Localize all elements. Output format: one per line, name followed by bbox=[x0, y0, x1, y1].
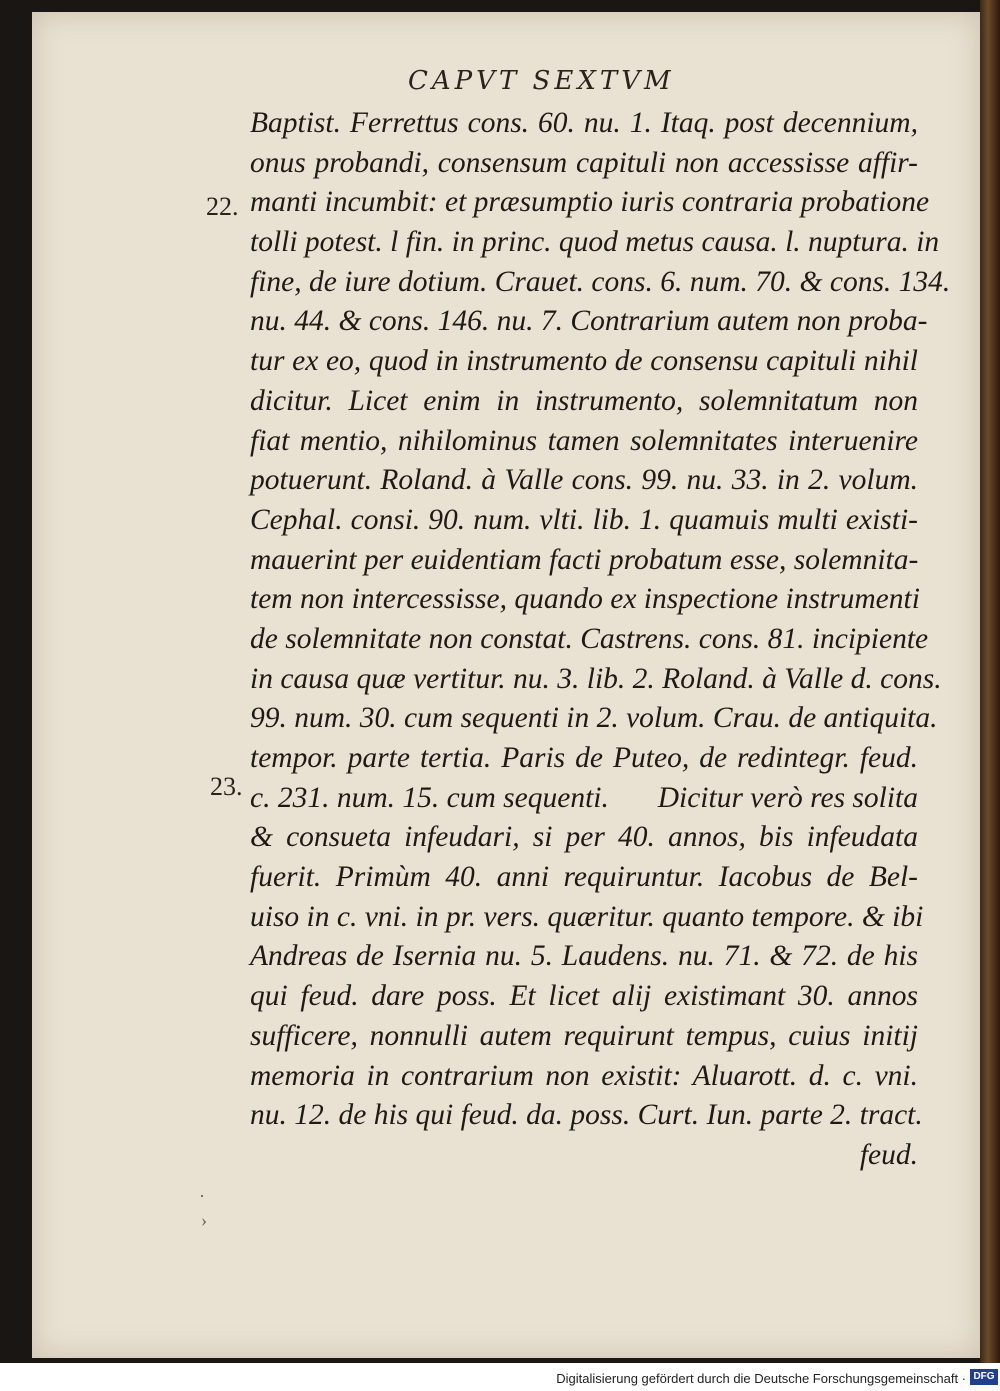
text-line: manti incumbit: et præsumptio iuris contraria probatione bbox=[250, 186, 930, 219]
text-line: uiso in c. vni. in pr. vers. quæritur. quanto tempore. & ibi bbox=[250, 900, 924, 933]
margin-mark: · bbox=[199, 1186, 205, 1206]
text-line bbox=[250, 779, 918, 819]
text-line: nu. 12. de his qui feud. da. poss. Curt. Iun. parte 2. tract. bbox=[250, 1099, 923, 1132]
text-line: fiat mentio, nihilominus tamen solemnitates interuenire bbox=[250, 424, 918, 457]
text-line: & consueta infeudari, si per 40. annos, bis infeudata bbox=[250, 821, 918, 854]
text-line: onus probandi, consensum capituli non accessisse affir- bbox=[250, 146, 918, 179]
text-line: in causa quæ vertitur. nu. 3. lib. 2. Roland. à Valle d. cons. bbox=[250, 662, 942, 695]
text-line: tem non intercessisse, quando ex inspectione instrumenti bbox=[250, 583, 920, 616]
text-line: 99. num. 30. cum sequenti in 2. volum. Crau. de antiquita. bbox=[250, 702, 938, 735]
text-line: memoria in contrarium non existit: Aluarott. d. c. vni. bbox=[250, 1059, 918, 1092]
margin-number-23: 23. bbox=[210, 772, 243, 801]
text-line: tempor. parte tertia. Paris de Puteo, de redintegr. feud. bbox=[250, 742, 918, 774]
text-line: fuerit. Primùm 40. anni requiruntur. Iacobus de Bel- bbox=[250, 861, 918, 894]
text-line: mauerint per euidentiam facti probatum esse, solemnita- bbox=[250, 543, 919, 576]
text-line: Baptist. Ferrettus cons. 60. nu. 1. Itaq. post decennium, bbox=[250, 107, 918, 139]
text-line: de solemnitate non constat. Castrens. cons. 81. incipiente bbox=[250, 622, 929, 655]
text-segment: c. 231. num. 15. cum sequenti. bbox=[250, 781, 609, 814]
text-line: Andreas de Isernia nu. 5. Laudens. nu. 71. & 72. de his bbox=[250, 940, 918, 973]
text-line: Cephal. consi. 90. num. vlti. lib. 1. quamuis multi existi- bbox=[250, 503, 918, 536]
text-line: qui feud. dare poss. Et licet alij existimant 30. annos bbox=[250, 980, 918, 1013]
book-spine-edge bbox=[980, 0, 1000, 1363]
text-line: potuerunt. Roland. à Valle cons. 99. nu. 33. in 2. volum. bbox=[250, 464, 918, 497]
margin-number-22: 22. bbox=[206, 192, 239, 221]
text-line: tur ex eo, quod in instrumento de consensu capituli nihil bbox=[250, 345, 918, 378]
running-title: CAPVT SEXTVM bbox=[408, 66, 675, 96]
text-line: nu. 44. & cons. 146. nu. 7. Contrarium autem non proba- bbox=[250, 305, 928, 338]
text-line: dicitur. Licet enim in instrumento, solemnitatum non bbox=[250, 384, 918, 417]
margin-mark: › bbox=[201, 1210, 207, 1230]
text-line: tolli potest. l fin. in princ. quod metus causa. l. nuptura. in bbox=[250, 226, 940, 259]
catchword: feud. bbox=[859, 1138, 918, 1171]
dfg-logo: DFG bbox=[970, 1369, 998, 1385]
text-segment: Dicitur verò res solita bbox=[657, 781, 918, 814]
digitization-credit: Digitalisierung gefördert durch die Deutsche Forschungsgemeinschaft · bbox=[556, 1371, 966, 1386]
text-line: sufficere, nonnulli autem requirunt tempus, cuius initij bbox=[250, 1019, 918, 1052]
text-line: fine, de iure dotium. Crauet. cons. 6. num. 70. & cons. 134. bbox=[250, 265, 951, 298]
body-text bbox=[250, 104, 951, 1176]
